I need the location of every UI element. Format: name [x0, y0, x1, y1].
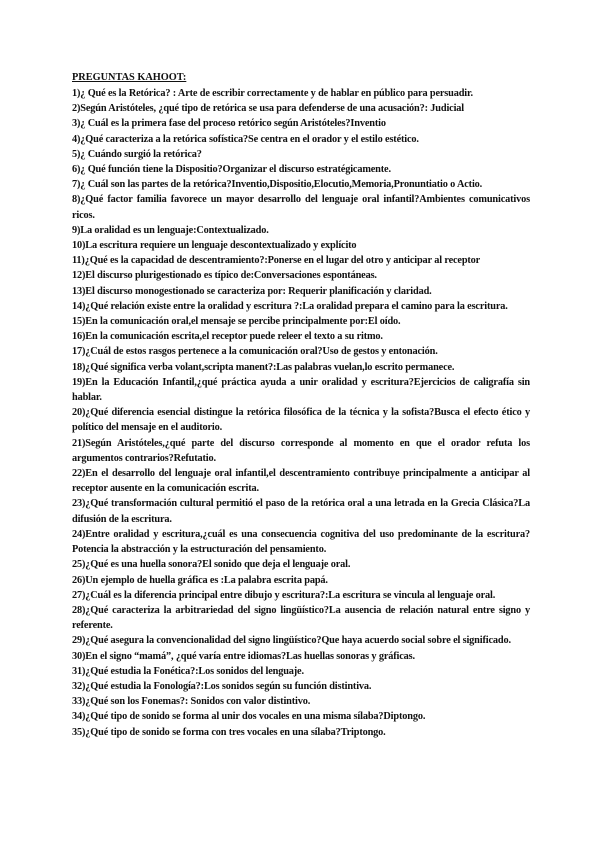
question-item: 21)Según Aristóteles,¿qué parte del discurso corresponde al momento en que el orador refuta los argumentos contrarios?Refutatio. — [72, 437, 530, 464]
question-item: 26)Un ejemplo de huella gráfica es :La palabra escrita papá. — [72, 574, 328, 586]
question-item: 10)La escritura requiere un lenguaje descontextualizado y explícito — [72, 240, 357, 252]
question-item: 16)En la comunicación escrita,el receptor puede releer el texto a su ritmo. — [72, 331, 383, 343]
question-item: 23)¿Qué transformación cultural permitió el paso de la retórica oral a una letrada en la Grecia Clásica?La difusión de la escritura. — [72, 498, 530, 525]
document-body — [72, 72, 530, 740]
question-item: 30)En el signo “mamá”, ¿qué varía entre idiomas?Las huellas sonoras y gráficas. — [72, 650, 415, 662]
question-item: 11)¿Qué es la capacidad de descentramiento?:Ponerse en el lugar del otro y anticipar al receptor — [72, 255, 481, 267]
question-item: 22)En el desarrollo del lenguaje oral infantil,el descentramiento contribuye principalmente a anticipar al receptor ausente en la comunicación escrita. — [72, 468, 530, 495]
question-item: 2)Según Aristóteles, ¿qué tipo de retórica se usa para defenderse de una acusación?: Judicial — [72, 103, 465, 115]
question-item: 34)¿Qué tipo de sonido se forma al unir dos vocales en una misma sílaba?Diptongo. — [72, 711, 426, 723]
question-item: 24)Entre oralidad y escritura,¿cuál es una consecuencia cognitiva del uso predominante de la escritura?Potencia la abstracción y la estructuración del pensamiento. — [72, 528, 530, 556]
question-item: 18)¿Qué significa verba volant,scripta manent?:Las palabras vuelan,lo escrito permanece. — [72, 361, 455, 373]
question-item: 4)¿Qué caracteriza a la retórica sofística?Se centra en el orador y el estilo estético. — [72, 133, 419, 145]
question-item: 31)¿Qué estudia la Fonética?:Los sonidos del lenguaje. — [72, 665, 304, 677]
question-item: 28)¿Qué caracteriza la arbitrariedad del signo lingüístico?La ausencia de relación natural entre signo y referente. — [72, 604, 530, 632]
question-item: 3)¿ Cuál es la primera fase del proceso retórico según Aristóteles?Inventio — [72, 118, 386, 130]
document-title: PREGUNTAS KAHOOT: — [72, 72, 187, 83]
question-list — [72, 86, 530, 740]
question-item: 12)El discurso plurigestionado es típico de:Conversaciones espontáneas. — [72, 270, 377, 282]
question-item: 27)¿Cuál es la diferencia principal entre dibujo y escritura?:La escritura se vincula al lenguaje oral. — [72, 589, 496, 601]
question-item: 13)El discurso monogestionado se caracteriza por: Requerir planificación y claridad. — [72, 285, 432, 297]
question-item: 14)¿Qué relación existe entre la oralidad y escritura ?:La oralidad prepara el camino para la escritura. — [72, 300, 508, 312]
question-item: 33)¿Qué son los Fonemas?: Sonidos con valor distintivo. — [72, 696, 311, 708]
question-item: 15)En la comunicación oral,el mensaje se percibe principalmente por:El oído. — [72, 316, 401, 328]
question-item: 8)¿Qué factor familia favorece un mayor desarrollo del lenguaje oral infantil?Ambientes comunicativos ricos. — [72, 194, 530, 221]
question-item: 9)La oralidad es un lenguaje:Contextualizado. — [72, 224, 269, 236]
question-item: 29)¿Qué asegura la convencionalidad del signo lingüístico?Que haya acuerdo social sobre el significado. — [72, 635, 511, 647]
question-item: 20)¿Qué diferencia esencial distingue la retórica filosófica de la técnica y la sofista?Busca el efecto ético y político del mensaje en el auditorio. — [72, 407, 530, 434]
question-item: 25)¿Qué es una huella sonora?El sonido que deja el lenguaje oral. — [72, 559, 351, 571]
question-item: 7)¿ Cuál son las partes de la retórica?Inventio,Dispositio,Elocutio,Memoria,Pronuntiatio o Actio. — [72, 179, 483, 191]
question-item: 17)¿Cuál de estos rasgos pertenece a la comunicación oral?Uso de gestos y entonación. — [72, 346, 438, 358]
question-item: 32)¿Qué estudia la Fonología?:Los sonidos según su función distintiva. — [72, 680, 372, 692]
question-item: 35)¿Qué tipo de sonido se forma con tres vocales en una sílaba?Triptongo. — [72, 726, 386, 738]
question-item: 19)En la Educación Infantil,¿qué práctica ayuda a unir oralidad y escritura?Ejercicios de caligrafía sin hablar. — [72, 376, 530, 404]
question-item: 6)¿ Qué función tiene la Dispositio?Organizar el discurso estratégicamente. — [72, 164, 391, 176]
question-item: 5)¿ Cuándo surgió la retórica? — [72, 148, 202, 160]
question-item: 1)¿ Qué es la Retórica? : Arte de escribir correctamente y de hablar en público para persuadir. — [72, 88, 473, 99]
